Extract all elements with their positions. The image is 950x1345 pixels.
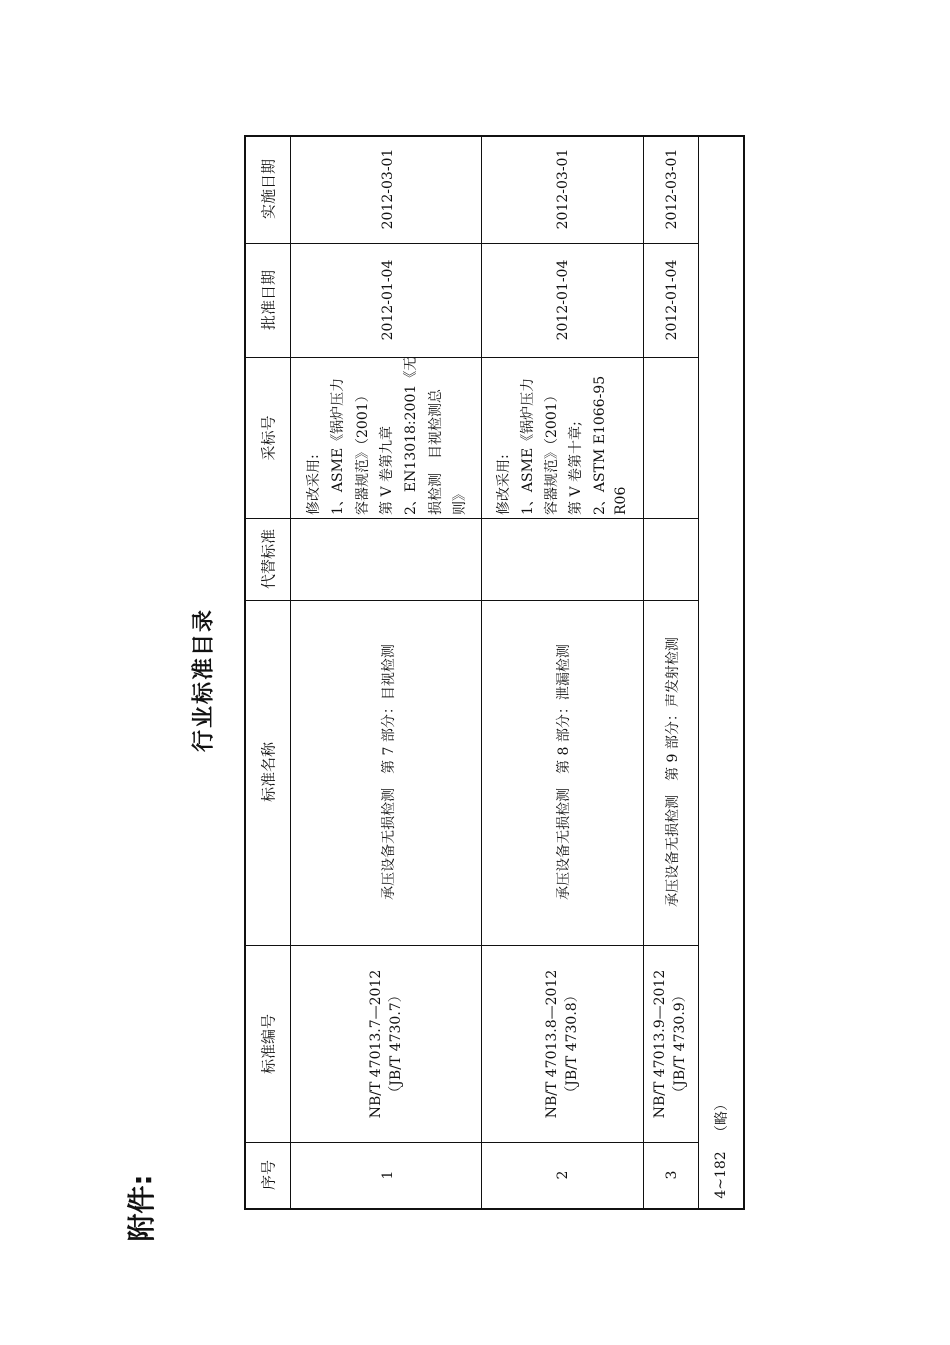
- header-effective-date: 实施日期: [259, 158, 278, 220]
- attachment-label: 附件:: [125, 1174, 158, 1242]
- standard-code-legacy: （JB/T 4730.9）: [672, 988, 688, 1100]
- adopted-line: 修改采用:: [496, 454, 512, 515]
- adopted-line: 容器规范》（2001）: [355, 388, 371, 515]
- approval-date: 2012-01-04: [380, 259, 396, 341]
- adopted-line: 1、ASME《锅炉压力: [520, 377, 536, 515]
- effective-date: 2012-03-01: [664, 148, 680, 230]
- adopted-line: R06: [613, 486, 629, 515]
- footer-omitted: （略）: [714, 1097, 730, 1139]
- standard-code-primary: NB/T 47013.9—2012: [652, 969, 668, 1119]
- standard-name: 承压设备无损检测 第 8 部分：泄漏检测: [556, 644, 572, 900]
- approval-date: 2012-01-04: [664, 259, 680, 341]
- effective-date: 2012-03-01: [555, 148, 571, 230]
- standard-code: [650, 970, 690, 1119]
- standard-code: [542, 970, 582, 1119]
- header-adopted-standard: 采标号: [259, 415, 278, 461]
- standard-name: 承压设备无损检测 第 7 部分：目视检测: [381, 644, 397, 900]
- standard-code: [366, 970, 406, 1119]
- header-standard-code: 标准编号: [259, 1013, 278, 1075]
- adopted-line: 修改采用:: [306, 454, 322, 515]
- header-replaced-standard: 代替标准: [259, 528, 278, 590]
- adopted-line: 损检测 目视检测总: [428, 389, 444, 515]
- row-seq: 3: [664, 1170, 680, 1180]
- adopted-line: 则》: [452, 487, 468, 515]
- adopted-line: 2、EN13018:2001《无: [403, 356, 419, 515]
- approval-date: 2012-01-04: [555, 259, 571, 341]
- row-seq: 1: [380, 1170, 396, 1180]
- adopted-line: 容器规范》（2001）: [544, 388, 560, 515]
- standard-code-legacy: （JB/T 4730.7）: [388, 988, 404, 1100]
- standard-code-primary: NB/T 47013.8—2012: [544, 969, 560, 1119]
- header-seq: 序号: [259, 1159, 278, 1191]
- effective-date: 2012-03-01: [380, 148, 396, 230]
- adopted-line: 第 V 卷第九章: [379, 425, 395, 515]
- header-standard-name: 标准名称: [259, 741, 278, 803]
- standard-code-legacy: （JB/T 4730.8）: [564, 988, 580, 1100]
- row-seq: 2: [555, 1170, 571, 1180]
- page-title: 行业标准目录: [191, 607, 217, 753]
- adopted-line: 2、ASTM E1066-95: [592, 375, 608, 515]
- standard-code-primary: NB/T 47013.7—2012: [368, 969, 384, 1119]
- header-approval-date: 批准日期: [259, 269, 278, 331]
- standard-name: 承压设备无损检测 第 9 部分：声发射检测: [665, 637, 681, 907]
- adopted-line: 1、ASME《锅炉压力: [330, 377, 346, 515]
- adopted-line: 第 V 卷第十章;: [568, 421, 584, 515]
- footer-range: 4~182: [713, 1151, 729, 1199]
